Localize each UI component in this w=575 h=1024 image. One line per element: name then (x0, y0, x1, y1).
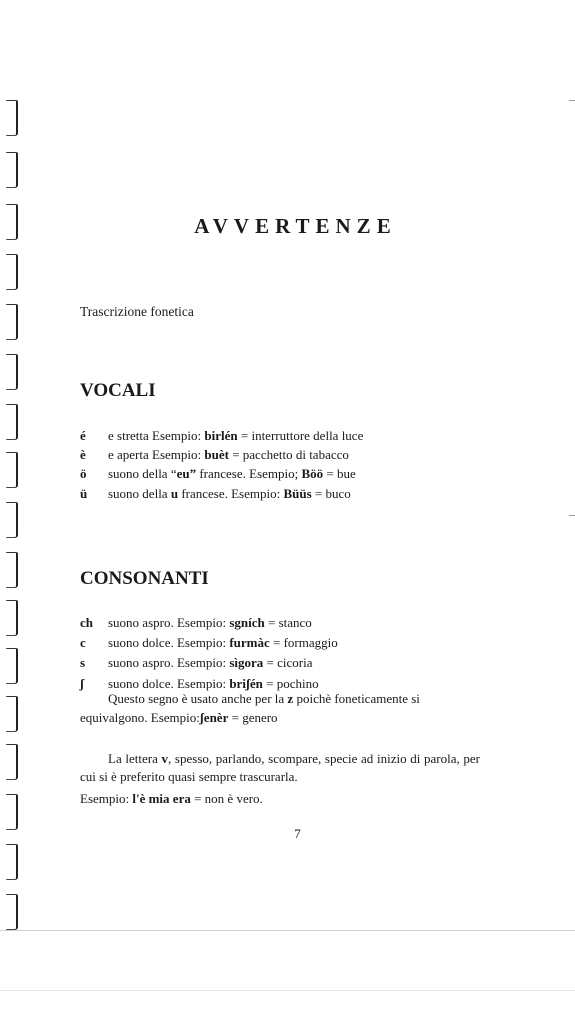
binding-mark (6, 304, 18, 340)
entry-symbol: ö (80, 466, 87, 481)
note-text: Questo segno è usato anche per la (108, 691, 288, 706)
binding-mark (6, 100, 18, 136)
section-subtitle: Trascrizione fonetica (80, 304, 194, 319)
entry-symbol: ü (80, 486, 88, 501)
note-text: poichè foneticamente si (293, 691, 420, 706)
binding-mark (6, 502, 18, 538)
entry-meaning: = cicoria (263, 655, 313, 670)
entry-example: briʃén (229, 676, 263, 691)
entry-text: suono della “ (108, 466, 177, 481)
entry-example: Büüs (283, 486, 312, 501)
binding-mark (6, 552, 18, 588)
entry-example: birlén (204, 428, 238, 443)
binding-mark (6, 254, 18, 290)
entry-symbol: ch (80, 615, 93, 630)
edge-tick (569, 100, 575, 101)
paragraph-text: , spesso, parlando, scompare, specie ad inizio di parola, per cui si è preferito quasi sempre trascurarla. (80, 751, 480, 784)
entry-example: buèt (204, 447, 229, 462)
entry-symbol: é (80, 428, 86, 443)
consonanti-note-line1 (80, 690, 480, 708)
edge-tick (569, 515, 575, 516)
consonanti-note-line2 (80, 709, 480, 727)
binding-mark (6, 844, 18, 880)
entry-bold: u (170, 486, 179, 501)
note-example: ʃenèr (199, 710, 229, 725)
binding-mark (6, 648, 18, 684)
paragraph-text: La lettera (108, 751, 162, 766)
binding-mark (6, 404, 18, 440)
page-number: 7 (294, 826, 301, 841)
binding-mark (6, 794, 18, 830)
binding-mark (6, 152, 18, 188)
entry-meaning: = formaggio (269, 635, 338, 650)
entry-symbol: è (80, 447, 86, 462)
example-bold: l'è mia era (132, 791, 191, 806)
entry-bold: eu” (176, 466, 197, 481)
example-text: = non è vero. (190, 791, 263, 806)
entry-meaning: = bue (323, 466, 356, 481)
entry-text: francese. Esempio: (178, 486, 284, 501)
entry-example: sgních (229, 615, 265, 630)
entry-meaning: = stanco (264, 615, 312, 630)
entry-text: suono aspro. Esempio: (108, 615, 230, 630)
binding-mark (6, 696, 18, 732)
page-edge (0, 990, 575, 991)
paragraph-example (80, 790, 480, 808)
vocale-entry (80, 486, 351, 502)
vocale-entry (80, 447, 349, 463)
entry-text: e stretta Esempio: (108, 428, 205, 443)
entry-symbol: s (80, 655, 86, 670)
entry-meaning: = pacchetto di tabacco (228, 447, 349, 462)
note-text: = genero (228, 710, 278, 725)
consonante-entry (80, 615, 312, 631)
vocale-entry (80, 466, 356, 482)
binding-mark (6, 354, 18, 390)
entry-text: suono dolce. Esempio: (108, 676, 230, 691)
example-label: Esempio: (80, 791, 133, 806)
note-bold: z (287, 691, 294, 706)
binding-mark (6, 744, 18, 780)
entry-example: furmàc (229, 635, 270, 650)
entry-symbol: ʃ (80, 676, 84, 691)
binding-mark (6, 894, 18, 930)
consonanti-heading: CONSONANTI (80, 568, 209, 589)
page-title: AVVERTENZE (194, 214, 397, 238)
entry-meaning: = buco (311, 486, 351, 501)
paragraph-bold: v (161, 751, 169, 766)
entry-text: suono dolce. Esempio: (108, 635, 230, 650)
entry-symbol: c (80, 635, 86, 650)
binding-mark (6, 600, 18, 636)
vocale-entry (80, 428, 363, 444)
entry-example: sìgora (229, 655, 264, 670)
binding-mark (6, 452, 18, 488)
paragraph-v (80, 750, 480, 786)
entry-text: suono della (108, 486, 171, 501)
note-text: equivalgono. Esempio: (80, 710, 200, 725)
vocali-heading: VOCALI (80, 380, 156, 401)
entry-text: e aperta Esempio: (108, 447, 205, 462)
entry-text: suono aspro. Esempio: (108, 655, 230, 670)
entry-text: francese. Esempio; (196, 466, 302, 481)
entry-meaning: = interruttore della luce (237, 428, 364, 443)
entry-example: Böö (301, 466, 324, 481)
entry-meaning: = pochino (262, 676, 319, 691)
consonante-entry (80, 635, 338, 651)
page-edge (0, 930, 575, 931)
consonante-entry (80, 655, 312, 671)
